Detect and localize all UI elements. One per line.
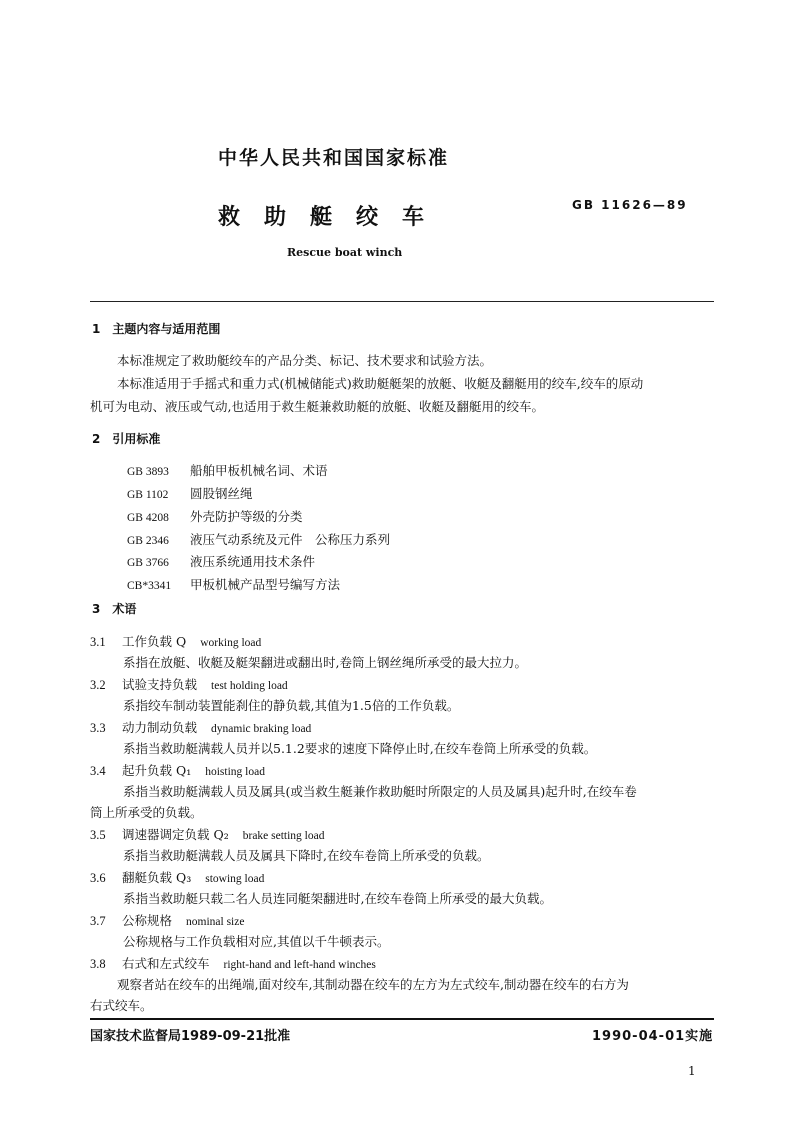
effective-date: 1990-04-01实施 — [592, 1029, 714, 1044]
term-definition: 系指当救助艇满载人员并以5.1.2要求的速度下降停止时,在绞车卷筒上所承受的负载。 — [123, 741, 597, 756]
section-1-heading: 1 主题内容与适用范围 — [92, 322, 221, 336]
ref-item — [127, 530, 390, 548]
term-definition: 观察者站在绞车的出绳端,面对绞车,其制动器在绞车的左方为左式绞车,制动器在绞车的右方为 — [117, 977, 629, 992]
ref-item — [127, 575, 340, 593]
ref-item — [127, 484, 253, 502]
ref-title: 船舶甲板机械名词、术语 — [190, 463, 328, 478]
term-number: 3.7 — [90, 914, 106, 928]
term-definition: 公称规格与工作负载相对应,其值以千牛顿表示。 — [123, 934, 390, 949]
term-heading — [90, 868, 264, 886]
standard-code: GB 11626—89 — [572, 198, 688, 212]
ref-title: 液压系统通用技术条件 — [190, 554, 316, 569]
ref-title: 圆股钢丝绳 — [190, 486, 253, 501]
term-number: 3.4 — [90, 764, 106, 778]
term-definition: 系指在放艇、收艇及艇架翻进或翻出时,卷筒上钢丝绳所承受的最大拉力。 — [123, 655, 527, 670]
term-cn: 试验支持负载 — [122, 677, 198, 692]
term-heading — [90, 718, 311, 736]
footer-divider — [90, 1018, 714, 1020]
section-1-para-3: 机可为电动、液压或气动,也适用于救生艇兼救助艇的放艇、收艇及翻艇用的绞车。 — [90, 399, 544, 414]
term-number: 3.3 — [90, 721, 106, 735]
term-definition: 系指当救助艇满载人员及属具(或当救生艇兼作救助艇时所限定的人员及属具)起升时,在绞车卷 — [123, 784, 637, 799]
ref-title: 液压气动系统及元件 公称压力系列 — [190, 532, 391, 547]
ref-code: GB 4208 — [127, 512, 169, 524]
term-en: brake setting load — [242, 830, 325, 842]
ref-item — [127, 552, 315, 570]
term-heading — [90, 675, 288, 693]
ref-code: GB 1102 — [127, 489, 169, 501]
term-en: dynamic braking load — [211, 723, 312, 735]
term-number: 3.8 — [90, 957, 106, 971]
term-en: hoisting load — [205, 766, 265, 778]
term-cn: 公称规格 — [122, 913, 173, 928]
term-heading — [90, 825, 325, 843]
section-3-heading: 3 术语 — [92, 602, 137, 616]
term-cn: 右式和左式绞车 — [122, 956, 210, 971]
term-definition: 系指当救助艇满载人员及属具下降时,在绞车卷筒上所承受的负载。 — [123, 848, 490, 863]
term-heading — [90, 954, 376, 972]
term-heading — [90, 761, 265, 779]
ref-item — [127, 507, 303, 525]
term-en: test holding load — [211, 680, 288, 692]
term-number: 3.5 — [90, 828, 106, 842]
term-cn: 工作负载 Q — [122, 634, 187, 649]
term-definition: 系指当救助艇只载二名人员连同艇架翻进时,在绞车卷筒上所承受的最大负载。 — [123, 891, 552, 906]
section-1-para-2: 本标准适用于手摇式和重力式(机械储能式)救助艇艇架的放艇、收艇及翻艇用的绞车,绞车的原动 — [117, 376, 644, 391]
term-heading — [90, 632, 261, 650]
term-cn: 调速器调定负载 Q₂ — [122, 827, 229, 842]
term-en: nominal size — [186, 916, 245, 928]
term-heading — [90, 911, 244, 929]
header-divider — [90, 301, 714, 302]
ref-code: GB 3893 — [127, 466, 169, 478]
ref-code: CB*3341 — [127, 580, 172, 592]
ref-item — [127, 461, 328, 479]
term-definition-continued: 右式绞车。 — [90, 998, 153, 1013]
ref-title: 外壳防护等级的分类 — [190, 509, 303, 524]
section-2-heading: 2 引用标准 — [92, 432, 161, 446]
ref-code: GB 2346 — [127, 535, 169, 547]
term-definition: 系指绞车制动装置能刹住的静负载,其值为1.5倍的工作负载。 — [123, 698, 460, 713]
term-definition-continued: 筒上所承受的负载。 — [90, 805, 203, 820]
term-number: 3.2 — [90, 678, 106, 692]
term-number: 3.6 — [90, 871, 106, 885]
term-en: stowing load — [205, 873, 265, 885]
term-cn: 翻艇负载 Q₃ — [122, 870, 192, 885]
ref-code: GB 3766 — [127, 557, 169, 569]
term-cn: 动力制动负载 — [122, 720, 198, 735]
approval-date: 国家技术监督局1989-09-21批准 — [90, 1029, 291, 1044]
term-number: 3.1 — [90, 635, 106, 649]
standard-title: 中华人民共和国国家标准 — [218, 147, 450, 169]
term-en: right-hand and left-hand winches — [223, 959, 376, 971]
ref-title: 甲板机械产品型号编写方法 — [190, 577, 341, 592]
document-title: 救助艇绞车 — [218, 205, 449, 230]
english-title: Rescue boat winch — [287, 246, 403, 259]
page-number: 1 — [688, 1064, 696, 1078]
section-1-para-1: 本标准规定了救助艇绞车的产品分类、标记、技术要求和试验方法。 — [117, 353, 493, 368]
term-cn: 起升负载 Q₁ — [122, 763, 192, 778]
term-en: working load — [200, 637, 262, 649]
